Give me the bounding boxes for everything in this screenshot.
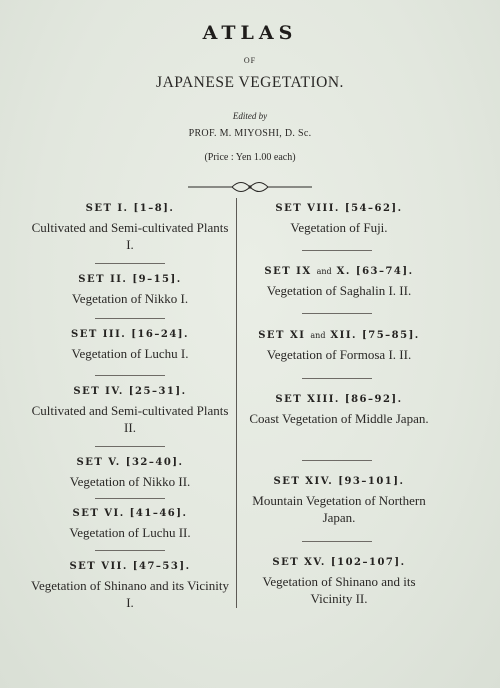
set-heading: SET XIV. [93–101].	[273, 476, 405, 487]
set-description: Vegetation of Fuji.	[290, 220, 388, 235]
set-heading	[242, 330, 436, 341]
set-description: Vegetation of Luchu II.	[69, 525, 191, 540]
edited-by-label: Edited by	[232, 111, 268, 121]
set-heading: SET VII. [47–53].	[69, 561, 191, 572]
set-entry	[242, 203, 436, 236]
page-title: ATLAS	[202, 22, 298, 44]
ornament-divider-icon	[188, 180, 312, 194]
set-description: Vegetation of Formosa I. II.	[266, 347, 412, 362]
set-entry	[242, 394, 436, 427]
set-description: Vegetation of Shinano and its Vicinity II.	[262, 574, 416, 606]
set-heading: SET VI. [41–46].	[72, 508, 188, 519]
set-entry	[30, 386, 230, 436]
set-description: Cultivated and Semi-cultivated Plants I.	[31, 220, 229, 252]
set-separator	[95, 263, 165, 264]
price-note: (Price : Yen 1.00 each)	[204, 152, 296, 163]
set-description: Vegetation of Shinano and its Vicinity I.	[31, 578, 229, 610]
page-subtitle: JAPANESE VEGETATION.	[156, 74, 344, 91]
set-heading: SET IV. [25–31].	[73, 386, 187, 397]
set-entry	[30, 274, 230, 307]
set-entry	[30, 457, 230, 490]
set-heading-part: SET IX	[264, 266, 312, 277]
set-heading-conjunction: and	[316, 267, 332, 276]
set-heading: SET II. [9–15].	[78, 274, 182, 285]
set-entry	[242, 266, 436, 299]
set-entry	[30, 203, 230, 253]
set-heading: SET XV. [102–107].	[272, 557, 406, 568]
set-description: Vegetation of Saghalin I. II.	[266, 283, 412, 298]
set-heading	[242, 266, 436, 277]
column-divider	[236, 198, 237, 608]
set-heading-conjunction: and	[310, 331, 326, 340]
set-description: Coast Vegetation of Middle Japan.	[249, 411, 429, 426]
set-separator	[302, 250, 372, 251]
title-connector: OF	[243, 56, 257, 65]
set-separator	[302, 541, 372, 542]
set-description: Mountain Vegetation of Northern Japan.	[252, 493, 426, 525]
set-entry	[242, 330, 436, 363]
set-separator	[95, 550, 165, 551]
set-heading-part: XII. [75–85].	[330, 330, 420, 341]
set-description: Vegetation of Luchu I.	[71, 346, 189, 361]
set-heading-part: X. [63–74].	[336, 266, 414, 277]
set-heading: SET V. [32–40].	[76, 457, 184, 468]
set-entry	[242, 557, 436, 607]
set-heading: SET VIII. [54–62].	[275, 203, 403, 214]
set-entry	[30, 561, 230, 611]
set-separator	[302, 378, 372, 379]
set-heading: SET III. [16–24].	[70, 329, 190, 340]
set-heading: SET I. [1–8].	[85, 203, 175, 214]
set-description: Vegetation of Nikko I.	[71, 291, 189, 306]
set-separator	[95, 318, 165, 319]
set-separator	[95, 446, 165, 447]
editor-name: PROF. M. MIYOSHI, D. Sc.	[188, 128, 312, 139]
set-heading: SET XIII. [86–92].	[275, 394, 403, 405]
set-description: Vegetation of Nikko II.	[69, 474, 191, 489]
set-description: Cultivated and Semi-cultivated Plants II.	[31, 403, 229, 435]
set-heading-part: SET XI	[258, 330, 306, 341]
set-entry	[242, 476, 436, 526]
set-entry	[30, 508, 230, 541]
set-separator	[95, 498, 165, 499]
set-separator	[95, 375, 165, 376]
set-separator	[302, 313, 372, 314]
set-separator	[302, 460, 372, 461]
set-entry	[30, 329, 230, 362]
